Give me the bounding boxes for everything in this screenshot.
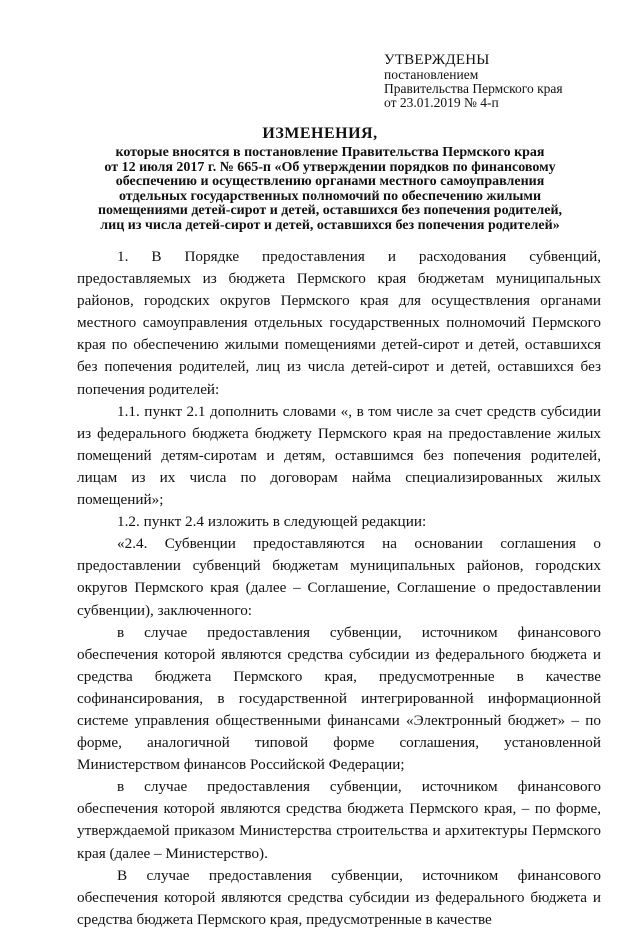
- paragraph-case-federal: в случае предоставления субвенции, источником финансового обеспечения которой являются средства субсидии из федерального бюджета и средства бюджета Пермского края, предусмотренные в качестве софинансирования, в государственной интегрированной информационной системе управления общественными финансами «Электронный бюджет» – по форме, аналогичной типовой форме соглашения, установленной Министерством финансов Российской Федерации;: [77, 623, 601, 774]
- document-subtitle: [40, 146, 620, 233]
- paragraph-item-1: 1. В Порядке предоставления и расходования субвенций, предоставляемых из бюджета Пермского края бюджетам муниципальных районов, городских округов Пермского края для осуществления органами местного самоуправления отдельных государственных полномочий Пермского края по обеспечению жилыми помещениями детей-сирот и детей, оставшихся без попечения родителей, лиц из числа детей-сирот и детей, оставшихся без попечения родителей:: [77, 248, 601, 398]
- approval-line: Правительства Пермского края: [384, 81, 563, 96]
- approval-line: от 23.01.2019 № 4-п: [384, 95, 499, 110]
- paragraph-clause-2-4: «2.4. Субвенции предоставляются на основании соглашения о предоставлении субвенций бюджетам муниципальных районов, городских округов Пермского края (далее – Соглашение, Соглашение о предоставлении субвенции), заключенного:: [77, 535, 601, 619]
- subtitle-line: обеспечению и осуществлению органами местного самоуправления: [115, 174, 545, 189]
- subtitle-line: которые вносятся в постановление Правительства Пермского края: [115, 145, 545, 160]
- approval-stamp: [384, 52, 563, 110]
- document-title: ИЗМЕНЕНИЯ,: [262, 125, 378, 142]
- paragraph-case-continued: В случае предоставления субвенции, источником финансового обеспечения которой являются средства субсидии из федерального бюджета и средства бюджета Пермского края, предусмотренные в качестве: [77, 866, 601, 928]
- approval-line: постановлением: [384, 67, 479, 82]
- paragraph-subitem-1-2: 1.2. пункт 2.4 изложить в следующей редакции:: [117, 513, 427, 531]
- paragraph-case-regional: в случае предоставления субвенции, источником финансового обеспечения которой являются средства бюджета Пермского края, – по форме, утверждаемой приказом Министерства строительства и архитектуры Пермского края (далее – Министерство).: [77, 778, 601, 862]
- approval-heading: УТВЕРЖДЕНЫ: [384, 52, 490, 68]
- paragraph-subitem-1-1: 1.1. пункт 2.1 дополнить словами «, в том числе за счет средств субсидии из федерального бюджета бюджету Пермского края на предоставление жилых помещений детям-сиротам и детям, оставшимся без попечения родителей, лицам из их числа по договорам найма специализированных жилых помещений»;: [77, 402, 601, 509]
- subtitle-line: от 12 июля 2017 г. № 665-п «Об утверждении порядков по финансовому: [104, 159, 556, 175]
- subtitle-line: лиц из числа детей-сирот и детей, оставшихся без попечения родителей»: [100, 217, 560, 233]
- subtitle-line: помещениями детей-сирот и детей, оставшихся без попечения родителей,: [97, 203, 563, 218]
- document-body: [77, 246, 601, 931]
- subtitle-line: отдельных государственных полномочий по обеспечению жилыми: [118, 188, 542, 204]
